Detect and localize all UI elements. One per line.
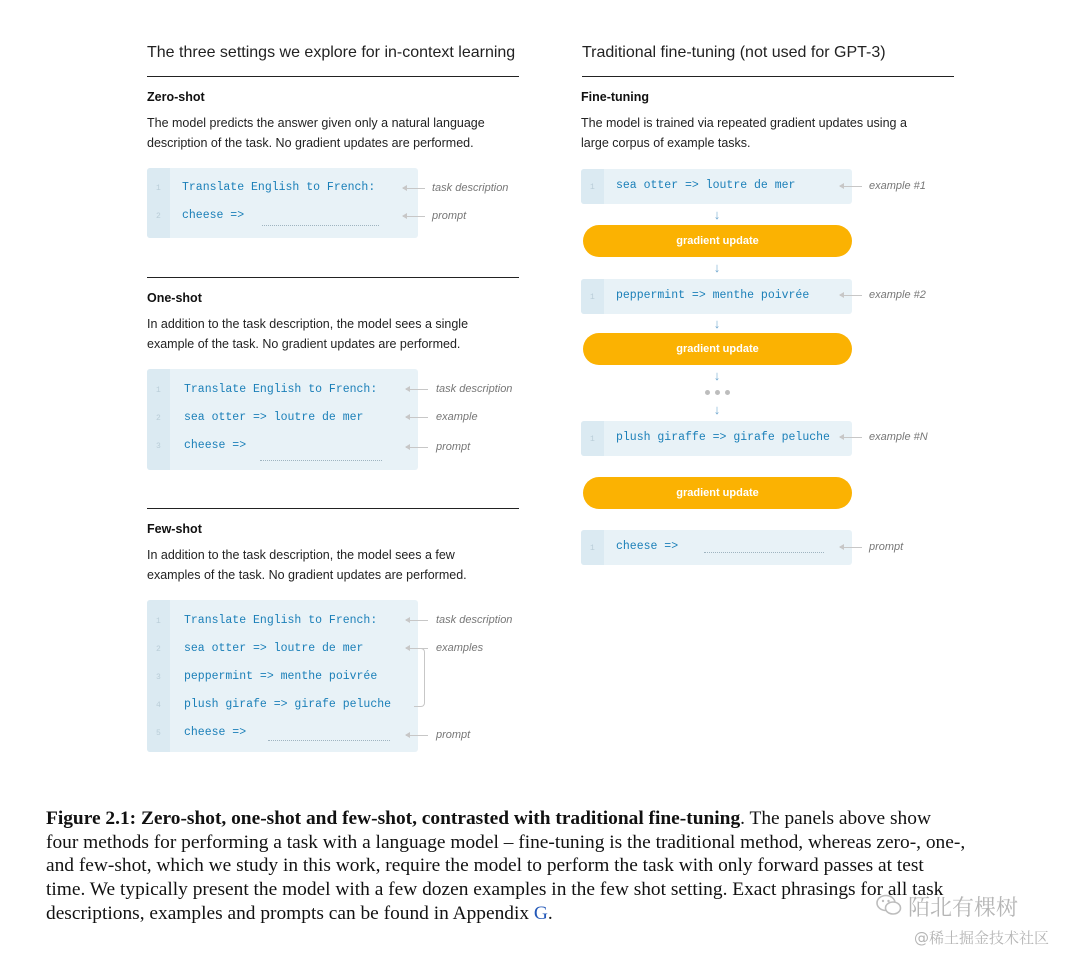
fine-tuning-title: Fine-tuning [581, 90, 650, 104]
line-number: 1 [156, 184, 161, 193]
down-arrow-icon: ↓ [713, 207, 721, 222]
annotation-arrow [406, 735, 428, 736]
annotation-arrow [840, 186, 862, 187]
annotation-label: task description [432, 182, 509, 194]
annotation-arrow [840, 437, 862, 438]
figure-title: Zero-shot, one-shot and few-shot, contrasted with traditional fine-tuning [140, 808, 741, 829]
examples-bracket [414, 648, 425, 707]
annotation-label: example #N [869, 431, 928, 443]
line-number: 3 [156, 442, 161, 451]
annotation-label: prompt [436, 729, 471, 741]
line-number: 1 [590, 293, 595, 302]
ellipsis-dot [715, 390, 720, 395]
annotation-label: prompt [869, 541, 904, 553]
line-number: 1 [156, 617, 161, 626]
down-arrow-icon: ↓ [713, 260, 721, 275]
right-heading-rule [582, 76, 954, 77]
line-number: 2 [156, 212, 161, 221]
zero-shot-code-box [147, 168, 418, 238]
figure-caption: Figure 2.1: Zero-shot, one-shot and few-shot, contrasted with traditional fine-tuning. The panels above show four methods for performing a task with a language model – fine-tuning is the traditional method, whereas zero-, one-, and few-shot, which we study in this work, require the model to perform the task with only forward passes at test time. We typically present the model with a few dozen examples in the few shot setting. Exact phrasings for all task descriptions, examples and prompts can be found in Appendix G. [46, 808, 966, 924]
wechat-logo-icon [876, 894, 902, 916]
watermark-brand: 陌北有棵树 [908, 896, 1019, 921]
fine-tuning-prompt [581, 530, 852, 565]
annotation-arrow [406, 389, 428, 390]
fine-tuning-example-1 [581, 169, 852, 204]
code-line: sea otter => loutre de mer [616, 179, 796, 192]
annotation-label: task description [436, 614, 513, 626]
zero-shot-description: The model predicts the answer given only a natural language description of the task. No gradient updates are performed. [147, 116, 485, 150]
right-heading: Traditional fine-tuning (not used for GPT-3) [582, 44, 886, 61]
one-shot-description: In addition to the task description, the model sees a single example of the task. No gradient updates are performed. [147, 317, 469, 351]
ellipsis-dot [725, 390, 730, 395]
code-line: plush girafe => girafe peluche [184, 698, 392, 711]
annotation-arrow [403, 188, 425, 189]
annotation-label: prompt [432, 210, 467, 222]
appendix-link[interactable]: G [533, 902, 548, 924]
one-shot-code-box [147, 369, 418, 470]
down-arrow-icon: ↓ [713, 316, 721, 331]
code-line: peppermint => menthe poivrée [616, 289, 810, 302]
gradient-update-pill: gradient update [583, 333, 852, 365]
code-line: Translate English to French: [184, 383, 378, 396]
line-number: 4 [156, 701, 161, 710]
few-shot-description: In addition to the task description, the model sees a few examples of the task. No gradient updates are performed. [147, 548, 467, 582]
code-line: cheese => [182, 209, 245, 222]
annotation-arrow [406, 648, 428, 649]
gradient-update-pill: gradient update [583, 477, 852, 509]
section-rule [147, 277, 519, 278]
answer-blank [268, 740, 390, 741]
left-heading: The three settings we explore for in-context learning [147, 44, 516, 61]
few-shot-title: Few-shot [147, 522, 202, 536]
line-number: 1 [590, 183, 595, 192]
annotation-arrow [406, 417, 428, 418]
annotation-arrow [403, 216, 425, 217]
line-number: 2 [156, 645, 161, 654]
annotation-label: prompt [436, 441, 471, 453]
fine-tuning-description: The model is trained via repeated gradient updates using a large corpus of example tasks. [581, 116, 907, 150]
answer-blank [260, 460, 382, 461]
code-line: sea otter => loutre de mer [184, 642, 364, 655]
line-number: 3 [156, 673, 161, 682]
line-number: 5 [156, 729, 161, 738]
annotation-arrow [406, 447, 428, 448]
zero-shot-title: Zero-shot [147, 90, 205, 104]
figure-label: Figure 2.1: [46, 808, 137, 829]
code-line: cheese => [184, 439, 247, 452]
code-line: peppermint => menthe poivrée [184, 670, 378, 683]
line-number: 2 [156, 414, 161, 423]
code-line: sea otter => loutre de mer [184, 411, 364, 424]
annotation-arrow [406, 620, 428, 621]
code-line: Translate English to French: [182, 181, 376, 194]
annotation-label: example #1 [869, 180, 926, 192]
watermark-site: @稀土掘金技术社区 [914, 929, 1050, 947]
down-arrow-icon: ↓ [713, 402, 721, 417]
code-line: cheese => [184, 726, 247, 739]
code-line: cheese => [616, 540, 679, 553]
annotation-arrow [840, 547, 862, 548]
line-number: 1 [590, 435, 595, 444]
code-line: Translate English to French: [184, 614, 378, 627]
answer-blank [262, 225, 379, 226]
fine-tuning-example-2 [581, 279, 852, 314]
annotation-label: examples [436, 642, 484, 654]
annotation-label: example #2 [869, 289, 926, 301]
ellipsis-dot [705, 390, 710, 395]
answer-blank [704, 552, 824, 553]
line-number: 1 [590, 544, 595, 553]
annotation-label: example [436, 411, 478, 423]
annotation-label: task description [436, 383, 513, 395]
gradient-update-pill: gradient update [583, 225, 852, 257]
code-line: plush giraffe => girafe peluche [616, 431, 830, 444]
few-shot-code-box [147, 600, 418, 752]
annotation-arrow [840, 295, 862, 296]
fine-tuning-example-n [581, 421, 852, 456]
line-number: 1 [156, 386, 161, 395]
one-shot-title: One-shot [147, 291, 202, 305]
section-rule [147, 508, 519, 509]
down-arrow-icon: ↓ [713, 368, 721, 383]
left-heading-rule [147, 76, 519, 77]
